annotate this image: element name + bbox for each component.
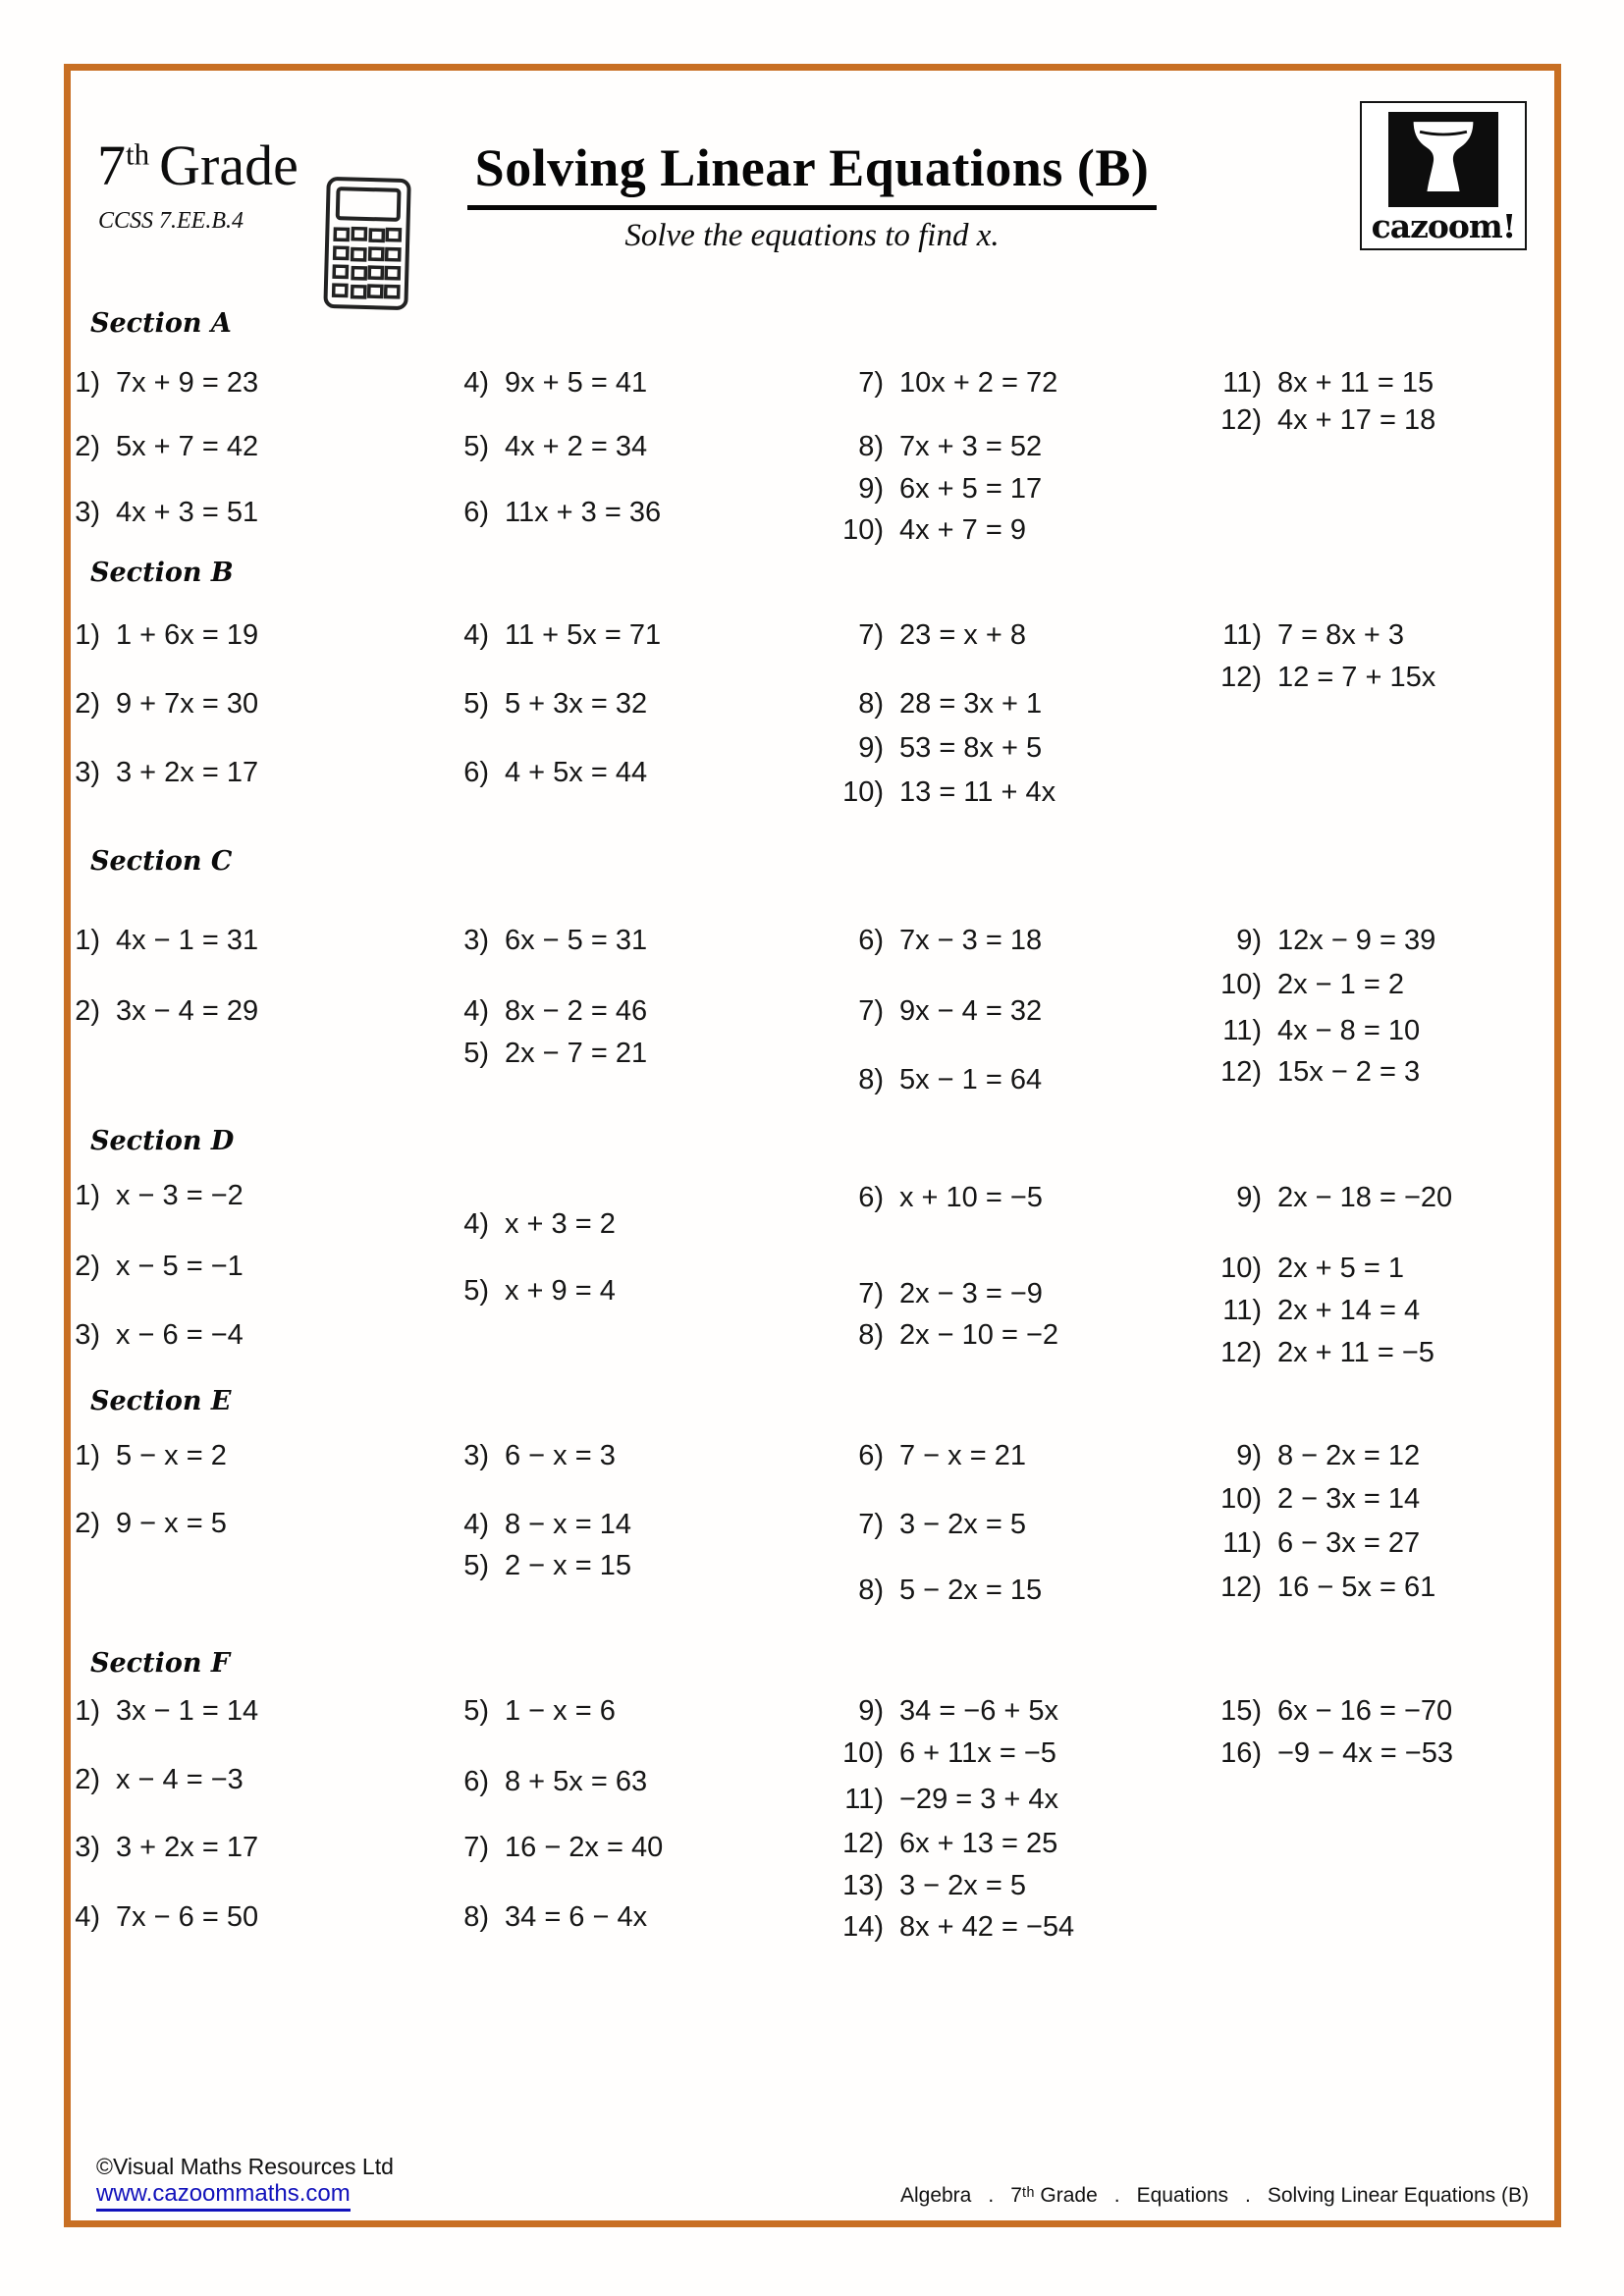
equation-item [418, 1546, 631, 1585]
equation-item [29, 1828, 258, 1867]
equation-item [813, 728, 1042, 768]
equation-item [418, 1762, 647, 1801]
breadcrumb-separator: . [988, 2184, 995, 2207]
equation-text: 9 − x = 5 [116, 1508, 227, 1539]
equation-item [418, 684, 647, 723]
equation-item [418, 493, 661, 532]
equation-text: x − 5 = −1 [116, 1251, 244, 1282]
equation-text: x + 9 = 4 [505, 1275, 616, 1307]
equation-number: 7) [858, 995, 884, 1027]
equation-item [1191, 1333, 1435, 1372]
equation-number: 11) [1222, 1527, 1262, 1559]
equation-number: 2) [75, 431, 100, 462]
equation-number: 7) [858, 367, 884, 399]
equation-item [813, 1505, 1026, 1544]
equation-number: 1) [75, 367, 100, 399]
equation-item [1191, 1734, 1453, 1773]
equation-number: 5) [463, 1038, 489, 1069]
equation-item [418, 1691, 616, 1731]
equation-number: 12) [1220, 1572, 1262, 1603]
equation-number: 1) [75, 925, 100, 956]
equation-number: 6) [463, 1766, 489, 1797]
equation-item [1191, 1011, 1420, 1050]
grade-word: Grade [159, 133, 298, 197]
equation-text: 3 + 2x = 17 [116, 1832, 259, 1863]
equation-item [813, 991, 1042, 1031]
equation-text: x − 4 = −3 [116, 1764, 244, 1795]
equation-item [813, 1060, 1042, 1099]
equation-item [29, 427, 258, 466]
drum-box [1388, 112, 1498, 207]
equation-item [29, 493, 258, 532]
equation-text: 2x − 18 = −20 [1277, 1182, 1453, 1213]
equation-text: 7x − 6 = 50 [116, 1901, 259, 1933]
equation-text: 7x + 3 = 52 [899, 431, 1043, 462]
breadcrumb-item: 7ᵗʰ Grade [1010, 2184, 1098, 2207]
equation-text: 2x + 5 = 1 [1277, 1253, 1404, 1284]
equation-item [29, 1315, 244, 1355]
equation-number: 3) [75, 757, 100, 788]
equation-item [1191, 363, 1434, 402]
equation-item [1191, 1691, 1452, 1731]
equation-number: 3) [75, 1832, 100, 1863]
equation-text: 4x + 7 = 9 [899, 514, 1026, 546]
breadcrumb-separator: . [1113, 2184, 1120, 2207]
equation-item [1191, 1291, 1420, 1330]
instruction-text: Solve the equations to find x. [624, 218, 1000, 253]
equation-item [1191, 1249, 1404, 1288]
equation-number: 9) [858, 473, 884, 505]
equation-text: 28 = 3x + 1 [899, 688, 1043, 720]
equation-item [29, 1436, 227, 1475]
equation-item [418, 1034, 647, 1073]
section-label: Section B [90, 558, 234, 588]
equation-item [813, 1178, 1043, 1217]
equation-item [29, 363, 258, 402]
equation-number: 7) [858, 1278, 884, 1309]
section-label: Section E [90, 1386, 232, 1416]
equation-text: x − 3 = −2 [116, 1180, 244, 1211]
equation-item [29, 1504, 227, 1543]
equation-text: x + 10 = −5 [899, 1182, 1043, 1213]
drum-icon [1398, 117, 1489, 202]
equation-number: 4) [463, 367, 489, 399]
equation-item [418, 753, 647, 792]
equation-text: 12 = 7 + 15x [1277, 662, 1436, 693]
equation-text: 2x + 14 = 4 [1277, 1295, 1421, 1326]
equation-text: 4x − 1 = 31 [116, 925, 259, 956]
equation-number: 5) [463, 688, 489, 720]
equation-number: 12) [1220, 404, 1262, 436]
equation-number: 8) [858, 688, 884, 720]
equation-number: 11) [1222, 1015, 1262, 1046]
equation-item [29, 753, 258, 792]
equation-item [1191, 1523, 1420, 1563]
equation-item [813, 363, 1057, 402]
equation-item [813, 1866, 1026, 1905]
equation-item [813, 1734, 1056, 1773]
ccss-standard: CCSS 7.EE.B.4 [98, 208, 244, 234]
equation-number: 10) [842, 514, 884, 546]
equation-number: 4) [463, 619, 489, 651]
equation-text: 4x + 3 = 51 [116, 497, 259, 528]
equation-item [1191, 1436, 1420, 1475]
equation-number: 16) [1220, 1737, 1262, 1769]
equation-text: 2 − x = 15 [505, 1550, 631, 1581]
equation-item [813, 427, 1042, 466]
equation-item [1191, 965, 1404, 1004]
equation-item [418, 921, 647, 960]
equation-text: 6x − 16 = −70 [1277, 1695, 1453, 1727]
equation-text: 5 − 2x = 15 [899, 1575, 1043, 1606]
equation-text: 5 − x = 2 [116, 1440, 227, 1471]
equation-text: 1 − x = 6 [505, 1695, 616, 1727]
equation-item [418, 615, 661, 655]
equation-item [813, 615, 1026, 655]
equation-text: 2x − 1 = 2 [1277, 969, 1404, 1000]
equation-number: 6) [858, 1440, 884, 1471]
equation-text: 6x + 13 = 25 [899, 1828, 1058, 1859]
equation-number: 9) [858, 732, 884, 764]
equation-text: 6 − 3x = 27 [1277, 1527, 1421, 1559]
equation-item [1191, 400, 1435, 440]
equation-number: 1) [75, 1180, 100, 1211]
equation-item [29, 1691, 258, 1731]
section-label: Section A [90, 308, 232, 339]
logo-text: cazoom! [1371, 207, 1516, 245]
equation-text: 12x − 9 = 39 [1277, 925, 1436, 956]
equation-item [418, 991, 647, 1031]
equation-text: 6x − 5 = 31 [505, 925, 648, 956]
equation-number: 10) [842, 776, 884, 808]
equation-text: 11x + 3 = 36 [505, 497, 662, 528]
equation-text: 34 = 6 − 4x [505, 1901, 648, 1933]
equation-number: 7) [858, 619, 884, 651]
equation-text: 23 = x + 8 [899, 619, 1026, 651]
equation-text: 8x + 11 = 15 [1277, 367, 1435, 399]
equation-item [1191, 658, 1435, 697]
equation-text: 5x − 1 = 64 [899, 1064, 1043, 1095]
equation-text: 5x + 7 = 42 [116, 431, 259, 462]
equation-number: 8) [463, 1901, 489, 1933]
equation-number: 9) [858, 1695, 884, 1727]
equation-item [29, 615, 258, 655]
equation-text: 2x + 11 = −5 [1277, 1337, 1435, 1368]
equation-text: 7x + 9 = 23 [116, 367, 259, 399]
equation-number: 3) [463, 1440, 489, 1471]
equation-number: 5) [463, 431, 489, 462]
equation-text: 2x − 3 = −9 [899, 1278, 1043, 1309]
equation-text: 4x − 8 = 10 [1277, 1015, 1421, 1046]
equation-item [29, 991, 258, 1031]
equation-text: 6 + 11x = −5 [899, 1737, 1056, 1769]
equation-item [813, 1315, 1058, 1355]
equation-number: 8) [858, 1319, 884, 1351]
equation-number: 5) [463, 1275, 489, 1307]
footer-url-link[interactable]: www.cazoommaths.com [96, 2180, 351, 2212]
equation-number: 10) [1220, 1483, 1262, 1515]
equation-text: 4 + 5x = 44 [505, 757, 648, 788]
equation-item [1191, 615, 1404, 655]
equation-item [813, 1824, 1057, 1863]
equation-number: 10) [1220, 969, 1262, 1000]
equation-item [1191, 1479, 1420, 1519]
equation-item [813, 1571, 1042, 1610]
equation-text: 13 = 11 + 4x [899, 776, 1056, 808]
equation-text: 6x + 5 = 17 [899, 473, 1043, 505]
equation-item [29, 1176, 244, 1215]
equation-item [1191, 1568, 1435, 1607]
equation-number: 4) [463, 1509, 489, 1540]
equation-item [29, 1247, 244, 1286]
equation-item [813, 469, 1042, 508]
equation-item [418, 1271, 616, 1310]
equation-number: 2) [75, 1508, 100, 1539]
equation-number: 6) [858, 925, 884, 956]
equation-text: x + 3 = 2 [505, 1208, 616, 1240]
equation-number: 12) [1220, 1056, 1262, 1088]
equation-number: 6) [463, 757, 489, 788]
equation-text: 2x − 7 = 21 [505, 1038, 648, 1069]
equation-text: −9 − 4x = −53 [1277, 1737, 1453, 1769]
equation-text: 7 = 8x + 3 [1277, 619, 1404, 651]
equation-number: 12) [1220, 1337, 1262, 1368]
equation-number: 10) [1220, 1253, 1262, 1284]
equation-item [813, 1274, 1043, 1313]
equation-number: 11) [1222, 619, 1262, 651]
equation-text: 16 − 5x = 61 [1277, 1572, 1436, 1603]
equation-text: 16 − 2x = 40 [505, 1832, 664, 1863]
equation-item [418, 363, 647, 402]
equation-text: 4x + 2 = 34 [505, 431, 648, 462]
equation-text: 2x − 10 = −2 [899, 1319, 1059, 1351]
equation-text: 3 − 2x = 5 [899, 1509, 1026, 1540]
equation-number: 3) [463, 925, 489, 956]
equation-number: 5) [463, 1550, 489, 1581]
equation-number: 9) [1236, 1440, 1262, 1471]
equation-number: 2) [75, 1251, 100, 1282]
equation-number: 11) [1222, 367, 1262, 399]
equation-item [418, 1436, 616, 1475]
equation-number: 15) [1220, 1695, 1262, 1727]
equation-number: 1) [75, 1695, 100, 1727]
equation-text: 8 + 5x = 63 [505, 1766, 648, 1797]
section-label: Section F [90, 1648, 231, 1679]
equation-text: 15x − 2 = 3 [1277, 1056, 1421, 1088]
equation-number: 11) [1222, 1295, 1262, 1326]
breadcrumb-item: Equations [1136, 2184, 1228, 2207]
breadcrumb-item: Algebra [899, 2184, 972, 2207]
equation-number: 4) [75, 1901, 100, 1933]
equation-number: 7) [463, 1832, 489, 1863]
equation-item [29, 1897, 258, 1937]
equation-number: 12) [1220, 662, 1262, 693]
equation-number: 4) [463, 995, 489, 1027]
equation-item [1191, 921, 1435, 960]
equation-item [813, 684, 1042, 723]
equation-item [1191, 1052, 1420, 1092]
equation-item [418, 1828, 663, 1867]
equation-number: 12) [842, 1828, 884, 1859]
equation-number: 14) [842, 1911, 884, 1943]
equation-item [1191, 1178, 1452, 1217]
footer-breadcrumb [900, 2183, 1529, 2209]
breadcrumb-item: Solving Linear Equations (B) [1267, 2184, 1529, 2207]
equation-text: 4x + 17 = 18 [1277, 404, 1436, 436]
equation-number: 2) [75, 1764, 100, 1795]
equation-number: 11) [844, 1784, 884, 1815]
footer-copyright: ©Visual Maths Resources Ltd [96, 2154, 394, 2179]
equation-item [418, 1897, 647, 1937]
equation-item [29, 1760, 244, 1799]
equation-number: 4) [463, 1208, 489, 1240]
equation-text: 11 + 5x = 71 [505, 619, 662, 651]
breadcrumb-separator: . [1245, 2184, 1251, 2207]
equation-item [813, 510, 1026, 550]
equation-number: 3) [75, 1319, 100, 1351]
equation-text: 7 − x = 21 [899, 1440, 1026, 1471]
equation-text: 10x + 2 = 72 [899, 367, 1058, 399]
equation-number: 10) [842, 1737, 884, 1769]
equation-item [418, 1204, 616, 1244]
equation-text: 3 − 2x = 5 [899, 1870, 1026, 1901]
equation-number: 6) [858, 1182, 884, 1213]
cazoom-logo [1360, 101, 1527, 250]
grade-number: 7 [97, 133, 126, 197]
equation-number: 2) [75, 688, 100, 720]
equation-item [813, 1907, 1074, 1947]
equation-number: 5) [463, 1695, 489, 1727]
equation-text: 3x − 1 = 14 [116, 1695, 259, 1727]
equation-item [813, 1780, 1058, 1819]
equation-item [29, 921, 258, 960]
equation-text: 8 − 2x = 12 [1277, 1440, 1421, 1471]
equation-number: 8) [858, 431, 884, 462]
equation-text: 7x − 3 = 18 [899, 925, 1043, 956]
equation-text: 5 + 3x = 32 [505, 688, 648, 720]
equation-number: 9) [1236, 925, 1262, 956]
equation-text: 1 + 6x = 19 [116, 619, 259, 651]
section-label: Section D [90, 1126, 235, 1156]
equation-item [418, 427, 647, 466]
equation-text: 8x + 42 = −54 [899, 1911, 1075, 1943]
equation-number: 3) [75, 497, 100, 528]
grade-suffix: th [126, 136, 150, 172]
equation-number: 1) [75, 619, 100, 651]
equation-item [418, 1505, 631, 1544]
equation-item [29, 684, 258, 723]
equation-text: −29 = 3 + 4x [899, 1784, 1059, 1815]
equation-number: 13) [842, 1870, 884, 1901]
equation-text: 2 − 3x = 14 [1277, 1483, 1421, 1515]
equation-item [813, 1436, 1026, 1475]
equation-text: 34 = −6 + 5x [899, 1695, 1059, 1727]
equation-text: 9 + 7x = 30 [116, 688, 259, 720]
equation-text: x − 6 = −4 [116, 1319, 244, 1351]
equation-text: 8x − 2 = 46 [505, 995, 648, 1027]
equation-number: 1) [75, 1440, 100, 1471]
equation-item [813, 1691, 1058, 1731]
equation-text: 53 = 8x + 5 [899, 732, 1043, 764]
equation-text: 3x − 4 = 29 [116, 995, 259, 1027]
equation-number: 7) [858, 1509, 884, 1540]
equation-number: 9) [1236, 1182, 1262, 1213]
equation-text: 9x − 4 = 32 [899, 995, 1043, 1027]
equation-text: 9x + 5 = 41 [505, 367, 648, 399]
equation-text: 6 − x = 3 [505, 1440, 616, 1471]
equation-number: 8) [858, 1064, 884, 1095]
equation-text: 8 − x = 14 [505, 1509, 631, 1540]
section-label: Section C [90, 846, 233, 877]
equation-item [813, 773, 1056, 812]
equation-number: 2) [75, 995, 100, 1027]
equation-number: 6) [463, 497, 489, 528]
equation-number: 8) [858, 1575, 884, 1606]
equation-text: 3 + 2x = 17 [116, 757, 259, 788]
equation-item [813, 921, 1042, 960]
calculator-icon [322, 176, 412, 316]
page-title: Solving Linear Equations (B) [467, 137, 1158, 210]
